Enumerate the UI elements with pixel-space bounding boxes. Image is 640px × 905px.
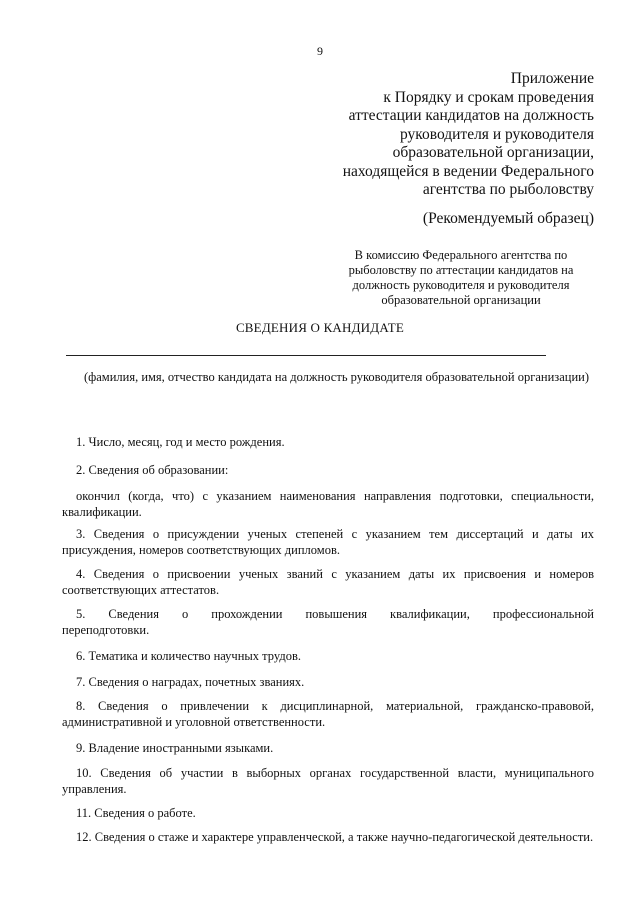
appendix-line: образовательной организации,	[392, 144, 594, 161]
list-item: 4. Сведения о присвоении ученых званий с указанием даты их присвоения и номеров соответствующих аттестатов.	[62, 567, 594, 597]
list-item: 6. Тематика и количество научных трудов.	[76, 649, 301, 663]
list-item: 12. Сведения о стаже и характере управленческой, а также научно-педагогической деятельности.	[76, 830, 594, 844]
appendix-line: находящейся в ведении Федерального	[342, 162, 594, 180]
list-item: 9. Владение иностранными языками.	[76, 741, 274, 755]
appendix-line: руководителя и руководителя	[399, 125, 594, 143]
list-item: 3. Сведения о присуждении ученых степеней с указанием тем диссертаций и даты их присуждения, номеров соответствующих дипломов.	[62, 527, 594, 557]
appendix-line: к Порядку и срокам проведения	[383, 88, 594, 106]
addressee-line: рыболовству по аттестации кандидатов на	[348, 263, 574, 277]
list-item: 10. Сведения об участии в выборных органах государственной власти, муниципального управления.	[62, 766, 594, 796]
appendix-line: агентства по рыболовству	[422, 181, 594, 198]
list-item: 1. Число, месяц, год и место рождения.	[76, 435, 285, 449]
name-caption: (фамилия, имя, отчество кандидата на должность руководителя образовательной организации)	[84, 370, 590, 384]
appendix-line: Приложение	[510, 70, 594, 87]
page-number: 9	[317, 44, 323, 58]
document-title: СВЕДЕНИЯ О КАНДИДАТЕ	[235, 320, 405, 335]
list-item: 11. Сведения о работе.	[76, 806, 196, 820]
addressee-line: образовательной организации	[381, 293, 541, 307]
sample-note: (Рекомендуемый образец)	[422, 210, 594, 227]
appendix-line: аттестации кандидатов на должность	[348, 107, 594, 124]
list-item: 2. Сведения об образовании:	[76, 463, 229, 477]
list-item: 5. Сведения о прохождении повышения квалификации, профессиональной переподготовки.	[62, 607, 594, 637]
addressee-line: должность руководителя и руководителя	[352, 278, 570, 292]
list-item: окончил (когда, что) с указанием наименования направления подготовки, специальности, квалификации.	[62, 489, 594, 519]
list-item: 8. Сведения о привлечении к дисциплинарной, материальной, гражданско-правовой, административной и уголовной ответственности.	[62, 699, 594, 729]
list-item: 7. Сведения о наградах, почетных званиях.	[76, 675, 305, 689]
addressee-line: В комиссию Федерального агентства по	[354, 248, 568, 262]
